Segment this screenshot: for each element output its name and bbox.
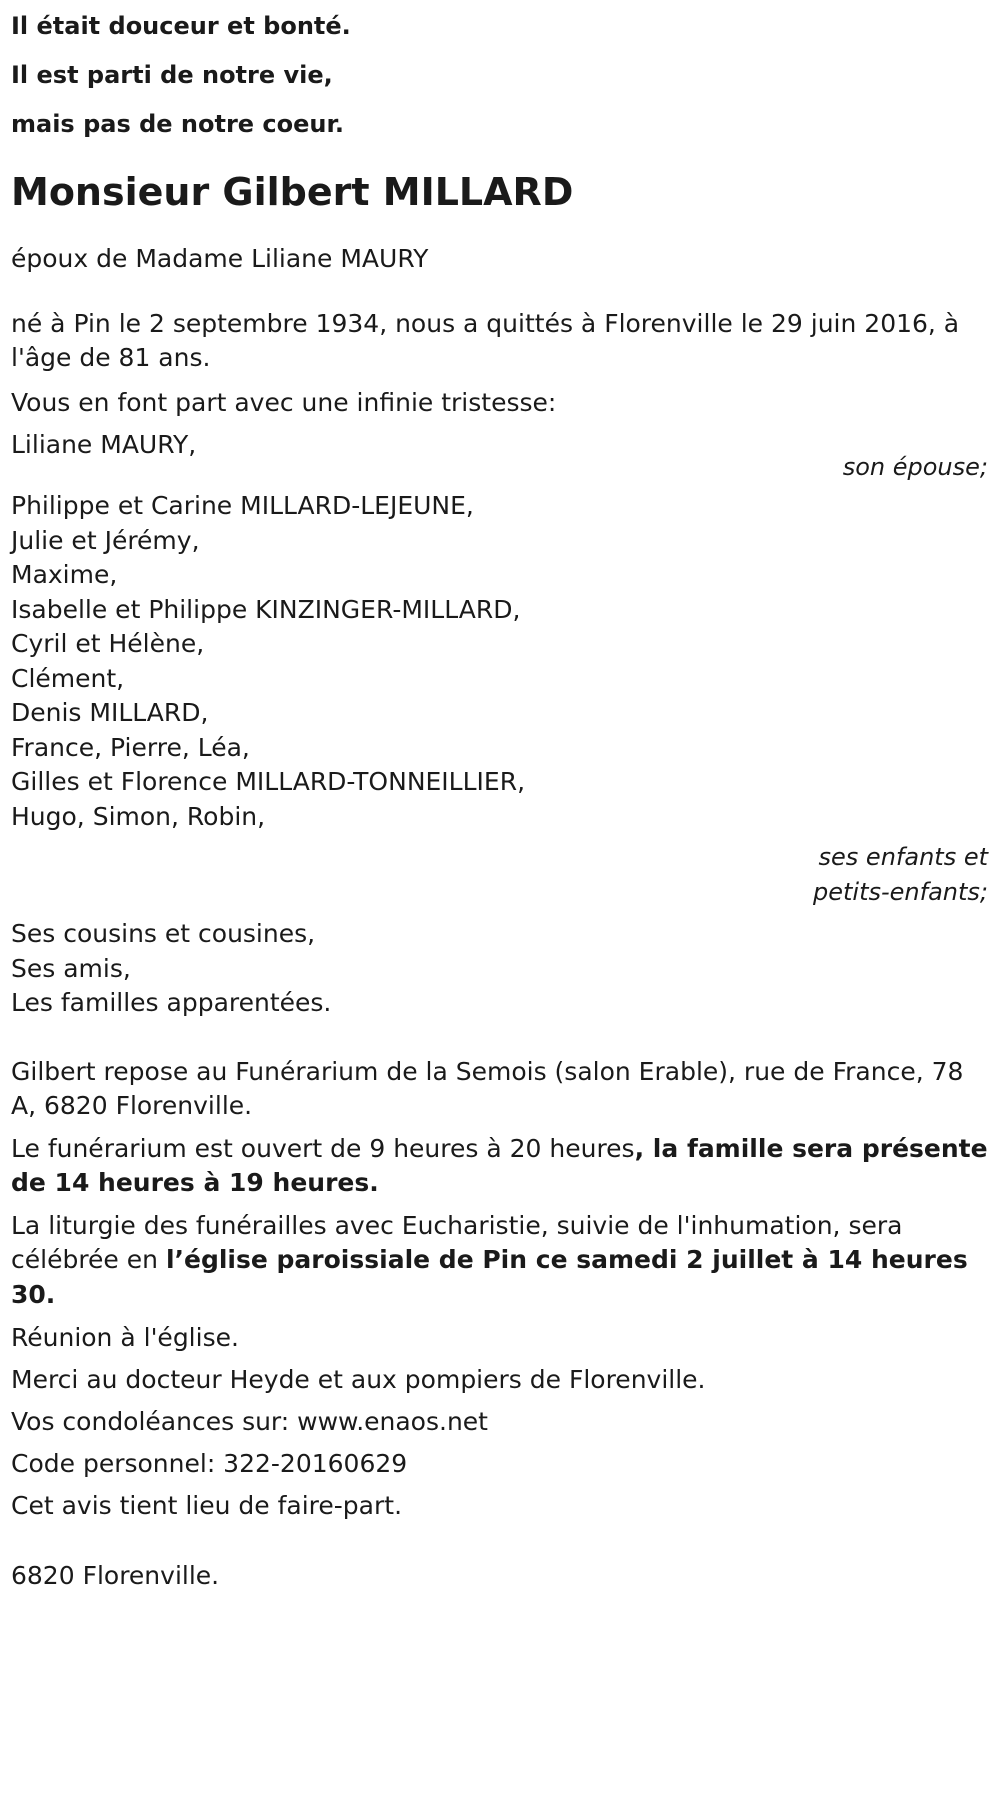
- condolences-text: Vos condoléances sur: www.enaos.net: [11, 1407, 488, 1436]
- list-item: Gilles et Florence MILLARD-TONNEILLIER,: [11, 767, 526, 796]
- liturgy-normal: La liturgie des funérailles avec Eucharistie, suivie de l'inhumation, sera célébrée en: [11, 1210, 903, 1274]
- others-line: Ses cousins et cousines,: [11, 919, 316, 948]
- liturgy-text: [11, 1209, 996, 1313]
- repose-text: Gilbert repose au Funérarium de la Semois (salon Erable), rue de France, 78 A, 6820 Florenville.: [11, 1056, 964, 1120]
- list-item: Philippe et Carine MILLARD-LEJEUNE,: [11, 491, 474, 520]
- notice-text: Cet avis tient lieu de faire-part.: [11, 1491, 403, 1520]
- address-text: 6820 Florenville.: [11, 1561, 220, 1590]
- quote-line: mais pas de notre coeur.: [11, 110, 345, 138]
- reunion-text: Réunion à l'église.: [11, 1323, 239, 1352]
- list-item: Cyril et Hélène,: [11, 629, 205, 658]
- hours-bold: , la famille sera présente de 14 heures à 19 heures.: [11, 1133, 988, 1197]
- quote-line: Il était douceur et bonté.: [11, 12, 351, 40]
- obituary-document: [11, 0, 996, 1594]
- list-item: Julie et Jérémy,: [11, 525, 200, 555]
- list-item: France, Pierre, Léa,: [11, 732, 250, 762]
- hours-normal: Le funérarium est ouvert de 9 heures à 20 heures: [11, 1133, 635, 1163]
- birth-death-text: né à Pin le 2 septembre 1934, nous a quittés à Florenville le 29 juin 2016, à l'âge de 81 ans.: [11, 309, 960, 372]
- code-text: Code personnel: 322-20160629: [11, 1449, 408, 1478]
- others-line: Ses amis,: [11, 953, 131, 983]
- deceased-name: Monsieur Gilbert MILLARD: [11, 170, 574, 214]
- list-item: Denis MILLARD,: [11, 698, 209, 727]
- list-item: Clément,: [11, 663, 125, 693]
- intro-text: Vous en font part avec une infinie tristesse:: [11, 388, 557, 417]
- spouse-line: époux de Madame Liliane MAURY: [11, 244, 429, 273]
- children-list: [11, 489, 996, 834]
- list-item: Isabelle et Philippe KINZINGER-MILLARD,: [11, 594, 521, 624]
- spouse-relation: son épouse;: [842, 453, 988, 481]
- hours-text: [11, 1132, 996, 1201]
- others-line: Les familles apparentées.: [11, 988, 332, 1017]
- spouse-family-name: Liliane MAURY,: [11, 430, 197, 459]
- children-relation-line2: petits-enfants;: [813, 877, 988, 906]
- thanks-text: Merci au docteur Heyde et aux pompiers de Florenville.: [11, 1365, 706, 1394]
- list-item: Maxime,: [11, 560, 118, 589]
- liturgy-bold: l’église paroissiale de Pin ce samedi 2 juillet à 14 heures 30.: [11, 1245, 968, 1309]
- list-item: Hugo, Simon, Robin,: [11, 801, 266, 831]
- children-relation-line1: ses enfants et: [818, 843, 988, 871]
- quote-line: Il est parti de notre vie,: [11, 61, 333, 89]
